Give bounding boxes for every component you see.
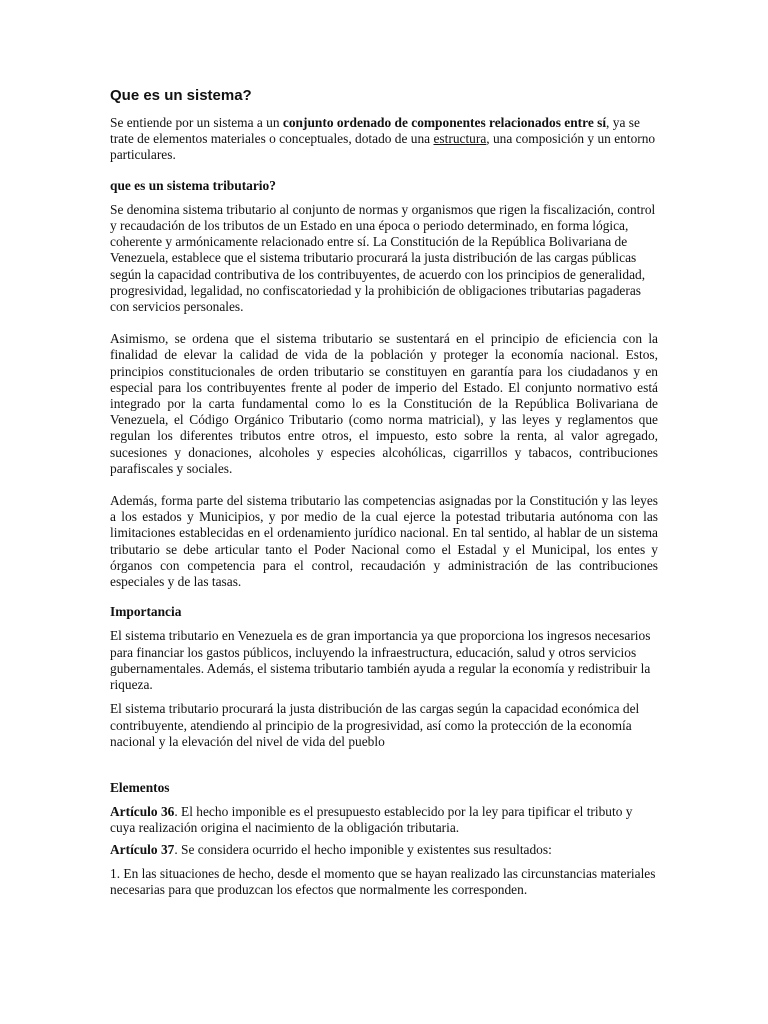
intro-text-1: Se entiende por un sistema a un [110, 115, 283, 130]
intro-text-3: , una composición y un entorno particulares. [110, 131, 656, 163]
intro-bold-text: conjunto ordenado de componentes relacionados entre sí [282, 115, 607, 130]
articulo-37-label: Artículo 37 [110, 841, 175, 857]
importancia-paragraph-1: El sistema tributario en Venezuela es de gran importancia ya que proporciona los ingresos necesarios para financiar los gastos públicos, incluyendo la infraestructura, educación, salud y otros servicios gubernamentales. Además, el sistema tributario también ayuda a regular la economía y redistribuir la riqueza. [110, 628, 651, 693]
articulo-37 [110, 842, 658, 858]
importancia-paragraph-2: El sistema tributario procurará la justa distribución de las cargas según la capacidad económica del contribuyente, atendiendo al principio de la progresividad, así como la protección de la economía nacional y la elevación del nivel de vida del pueblo [110, 701, 640, 749]
intro-text-2: , ya se trate de elementos materiales o conceptuales, dotado de una [110, 115, 640, 147]
page-title: Que es un sistema? [110, 87, 252, 104]
tributario-paragraph-3: Además, forma parte del sistema tributario las competencias asignadas por la Constitución y las leyes a los estados y Municipios, y por medio de la cual ejerce la potestad tributaria autónoma con las limitaciones establecidas en el ordenamiento jurídico nacional. En tal sentido, al hablar de un sistema tributario se debe articular tanto el Poder Nacional como el Estadal y el Municipal, los entes y órganos con competencia para el control, recaudación y administración de las contribuciones especiales y de las tasas. [110, 493, 658, 590]
tributario-paragraph-1: Se denomina sistema tributario al conjunto de normas y organismos que rigen la fiscalización, control y recaudación de los tributos de un Estado en una época o periodo determinado, en forma lógica, coherente y armónicamente relacionado entre sí. La Constitución de la República Bolivariana de Venezuela, establece que el sistema tributario procurará la justa distribución de las cargas públicas según la capacidad contributiva de los contribuyentes, de acuerdo con los principios de generalidad, progresividad, legalidad, no confiscatoriedad y la prohibición de obligaciones tributarias pagaderas con servicios personales. [110, 201, 656, 315]
articulo-37-item-1: 1. En las situaciones de hecho, desde el momento que se hayan realizado las circunstancias materiales necesarias para que produzcan los efectos que normalmente les corresponden. [110, 865, 656, 897]
elementos-heading: Elementos [110, 779, 170, 795]
tributario-heading: que es un sistema tributario? [110, 177, 276, 193]
document-page [110, 86, 658, 898]
articulo-37-text: . Se considera ocurrido el hecho imponible y existentes sus resultados: [174, 841, 552, 857]
articulo-36 [110, 804, 658, 836]
articulo-36-text: . El hecho imponible es el presupuesto establecido por la ley para tipificar el tributo y cuya realización origina el nacimiento de la obligación tributaria. [110, 804, 633, 836]
estructura-link[interactable]: estructura [433, 131, 487, 147]
intro-paragraph [110, 115, 658, 164]
importancia-heading: Importancia [110, 604, 182, 620]
tributario-paragraph-2: Asimismo, se ordena que el sistema tributario se sustentará en el principio de eficiencia con la finalidad de elevar la calidad de vida de la población y proteger la economía nacional. Estos, principios constitucionales de orden tributario se constituyen en garantía para los ciudadanos y en especial para los contribuyentes frente al poder de imperio del Estado. El conjunto normativo está integrado por la carta fundamental como lo es la Constitución de la República Bolivariana de Venezuela, el Código Orgánico Tributario (como norma matricial), y las leyes y reglamentos que regulan los diferentes tributos entre otros, el impuesto, esto sobre la renta, al valor agregado, sucesiones y donaciones, alcoholes y especies alcohólicas, cigarrillos y tabacos, contribuciones parafiscales y sociales. [110, 331, 658, 476]
articulo-36-label: Artículo 36 [110, 804, 175, 820]
